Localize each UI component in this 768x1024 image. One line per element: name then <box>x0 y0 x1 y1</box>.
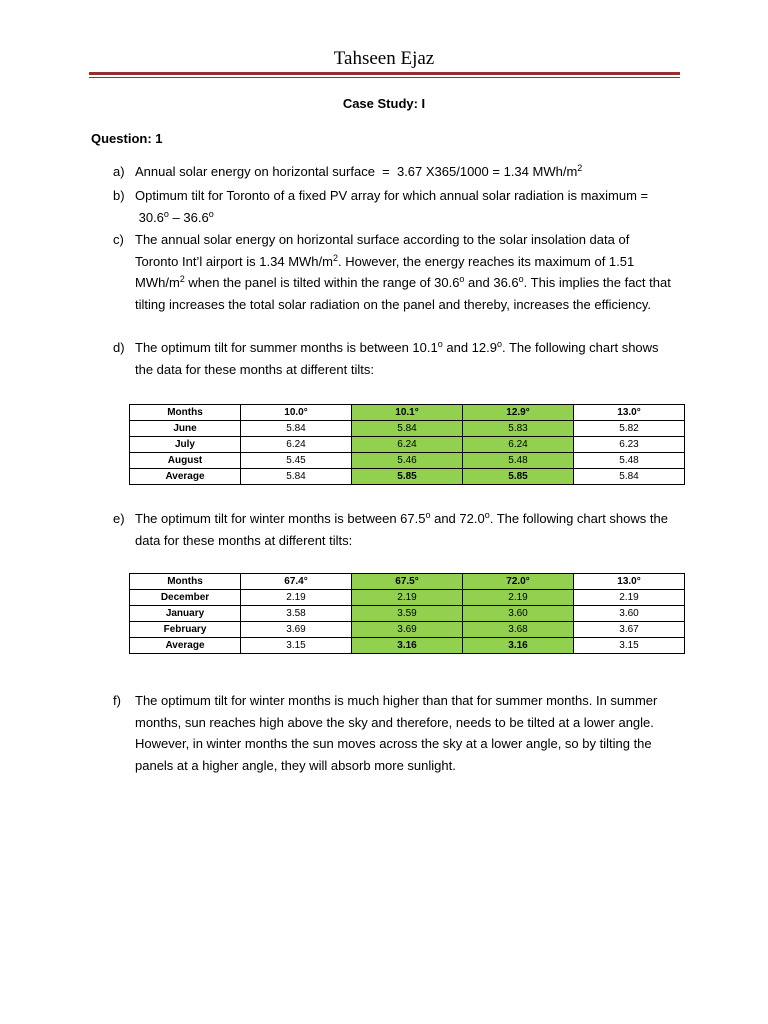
table-header-row <box>130 574 685 590</box>
value-cell: 5.45 <box>241 453 352 469</box>
table-row <box>130 469 685 485</box>
case-study-title: Case Study: I <box>342 96 426 111</box>
column-header-months: Months <box>130 574 241 590</box>
value-cell: 3.59 <box>352 606 463 622</box>
value-cell: 2.19 <box>574 590 685 606</box>
value-cell: 5.85 <box>463 469 574 485</box>
item-marker: f) <box>113 693 121 708</box>
value-cell: 5.84 <box>352 421 463 437</box>
column-header-tilt: 67.4° <box>241 574 352 590</box>
value-cell: 3.69 <box>352 622 463 638</box>
item-text: Annual solar energy on horizontal surface = 3.67 X365/1000 = 1.34 MWh/$m^2$ <box>135 163 583 179</box>
column-header-tilt: 13.0° <box>574 405 685 421</box>
value-cell: 5.84 <box>574 469 685 485</box>
item-marker: d) <box>113 340 125 355</box>
table-row <box>130 453 685 469</box>
row-label-cell: February <box>130 622 241 638</box>
row-label-cell: August <box>130 453 241 469</box>
column-header-tilt: 10.1° <box>352 405 463 421</box>
row-label-cell: Average <box>130 469 241 485</box>
value-cell: 5.85 <box>352 469 463 485</box>
column-header-tilt: 67.5° <box>352 574 463 590</box>
column-header-tilt: 13.0° <box>574 574 685 590</box>
item-text: The annual solar energy on horizontal surface according to the solar insolation data of Toronto Int’l airport is 1.34 MWh/$m^2$. However, the energy reaches its maximum of 1.51 MWh/$m^2$ when the panel is tilted within the range of 30.6$^o$ and 36.6$^o$. This implies the fact that tilting increases the total solar radiation on the panel and thereby, increases the efficiency. <box>135 232 671 313</box>
value-cell: 5.48 <box>574 453 685 469</box>
value-cell: 3.60 <box>463 606 574 622</box>
item-marker: a) <box>113 164 125 179</box>
value-cell: 3.58 <box>241 606 352 622</box>
value-cell: 5.82 <box>574 421 685 437</box>
value-cell: 6.23 <box>574 437 685 453</box>
item-f <box>113 690 673 777</box>
value-cell: 2.19 <box>463 590 574 606</box>
item-b <box>113 185 673 228</box>
item-text: The optimum tilt for summer months is between 10.1$^o$ and 12.9$^o$. The following chart shows the data for these months at different tilts: <box>135 339 659 377</box>
value-cell: 3.16 <box>463 638 574 654</box>
value-cell: 2.19 <box>241 590 352 606</box>
item-text: The optimum tilt for winter months is between 67.5$^o$ and 72.0$^o$. The following chart shows the data for these months at different tilts: <box>135 510 668 548</box>
table-row <box>130 421 685 437</box>
header-rule-thin <box>89 77 680 78</box>
author-name: Tahseen Ejaz <box>333 48 435 69</box>
value-cell: 3.67 <box>574 622 685 638</box>
item-a <box>113 161 673 183</box>
item-c <box>113 229 673 316</box>
value-cell: 6.24 <box>241 437 352 453</box>
item-marker: b) <box>113 188 125 203</box>
value-cell: 2.19 <box>352 590 463 606</box>
table-row <box>130 590 685 606</box>
value-cell: 6.24 <box>463 437 574 453</box>
value-cell: 5.84 <box>241 421 352 437</box>
table-header-row <box>130 405 685 421</box>
row-label-cell: December <box>130 590 241 606</box>
summer-tilt-table <box>129 404 685 485</box>
value-cell: 6.24 <box>352 437 463 453</box>
table-row <box>130 622 685 638</box>
value-cell: 5.83 <box>463 421 574 437</box>
value-cell: 5.84 <box>241 469 352 485</box>
item-text: The optimum tilt for winter months is much higher than that for summer months. In summer months, sun reaches high above the sky and therefore, needs to be tilted at a lower angle. However, in winter months the sun moves across the sky at a lower angle, so by tilting the panels at a higher angle, they will absorb more sunlight. <box>135 693 658 774</box>
item-d <box>113 337 673 380</box>
table-row <box>130 606 685 622</box>
item-marker: e) <box>113 511 125 526</box>
value-cell: 5.46 <box>352 453 463 469</box>
winter-tilt-table <box>129 573 685 654</box>
value-cell: 3.68 <box>463 622 574 638</box>
item-marker: c) <box>113 232 124 247</box>
column-header-tilt: 72.0° <box>463 574 574 590</box>
row-label-cell: July <box>130 437 241 453</box>
value-cell: 3.15 <box>241 638 352 654</box>
row-label-cell: Average <box>130 638 241 654</box>
column-header-months: Months <box>130 405 241 421</box>
value-cell: 3.16 <box>352 638 463 654</box>
header-rule-thick <box>89 72 680 75</box>
table-row <box>130 437 685 453</box>
table-row <box>130 638 685 654</box>
value-cell: 3.15 <box>574 638 685 654</box>
column-header-tilt: 10.0° <box>241 405 352 421</box>
row-label-cell: January <box>130 606 241 622</box>
question-title: Question: 1 <box>91 131 163 146</box>
item-text: Optimum tilt for Toronto of a fixed PV array for which annual solar radiation is maximum = 30.6$^o$ – 36.6$^o$ <box>135 188 649 225</box>
value-cell: 3.60 <box>574 606 685 622</box>
item-e <box>113 508 673 551</box>
value-cell: 5.48 <box>463 453 574 469</box>
row-label-cell: June <box>130 421 241 437</box>
column-header-tilt: 12.9° <box>463 405 574 421</box>
value-cell: 3.69 <box>241 622 352 638</box>
